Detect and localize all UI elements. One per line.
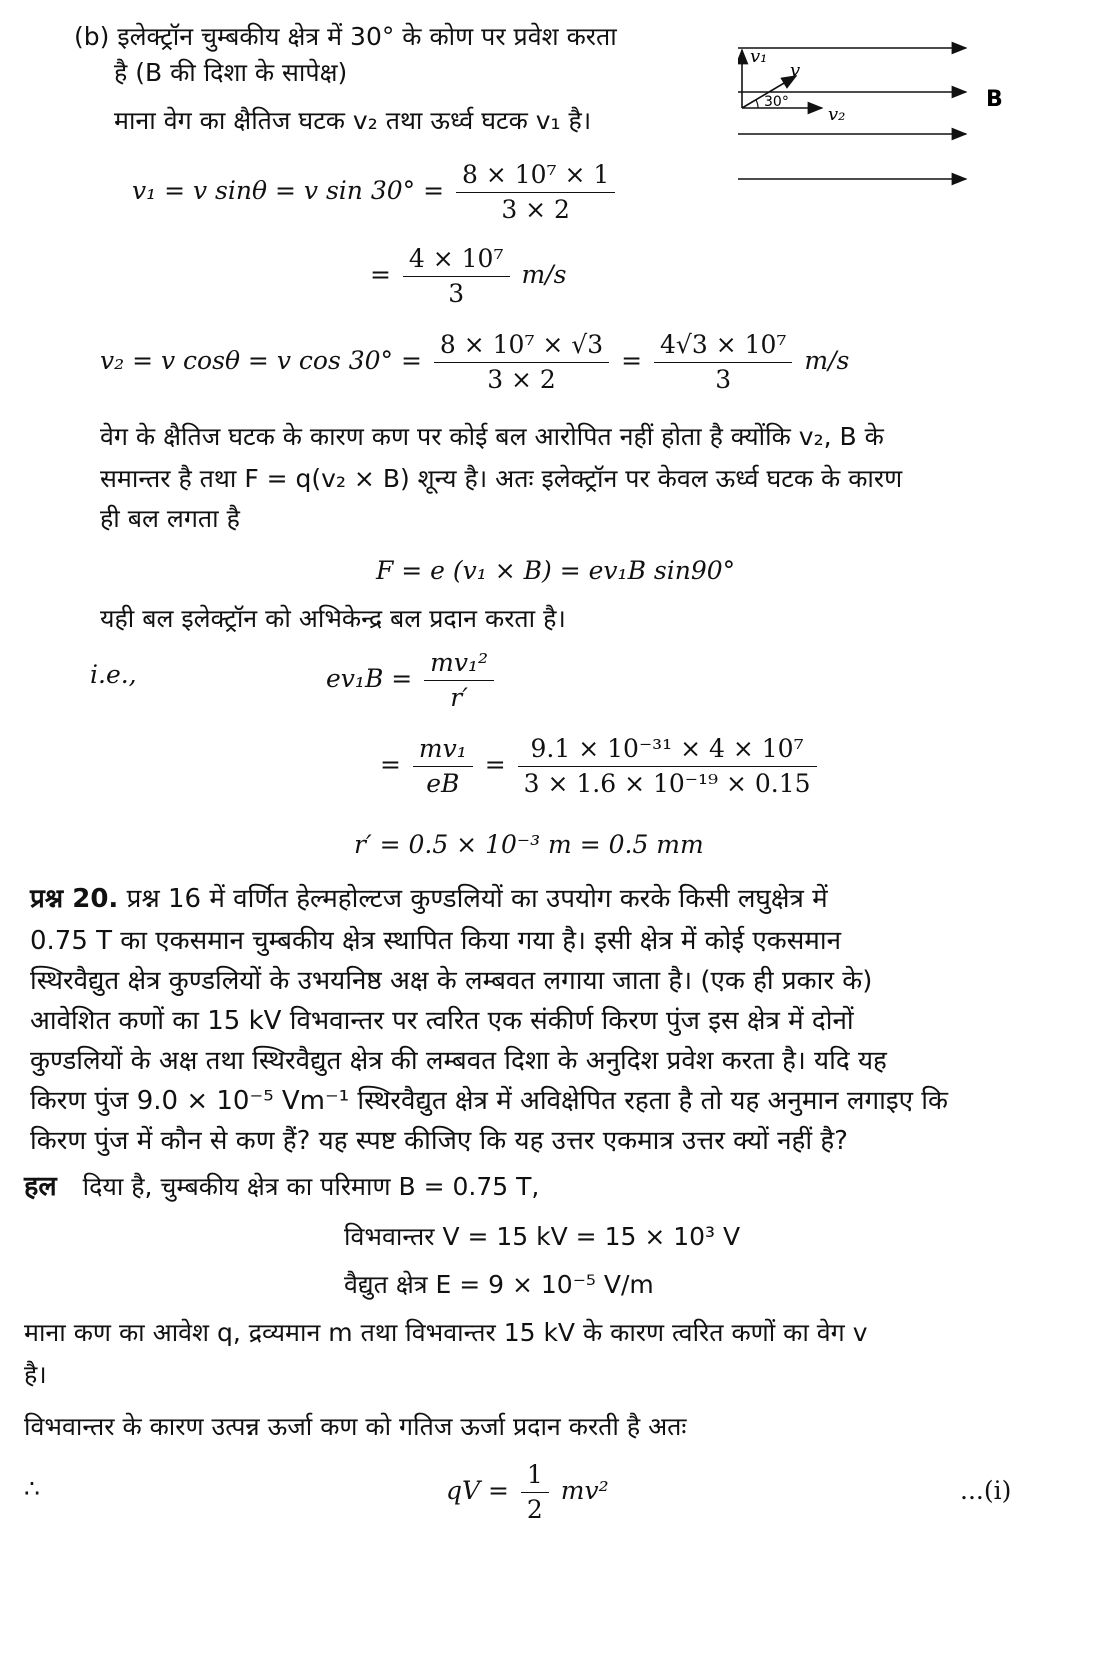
energy-eq-denominator: 2 <box>526 1495 543 1524</box>
solution-line-6: विभवान्तर के कारण उत्पन्न ऊर्जा कण को गतिज ऊर्जा प्रदान करती है अतः <box>24 1412 687 1441</box>
v2-label: v₂ <box>828 104 846 125</box>
eq5-numerator: mv₁² <box>424 648 494 681</box>
eq3-fraction-2 <box>654 330 792 395</box>
eq3-equals: = <box>621 346 643 375</box>
equation-radius <box>380 734 821 799</box>
question-20-line-4: आवेशित कणों का 15 kV विभवान्तर पर त्वरित एक संकीर्ण किरण पुंज इस क्षेत्र में दोनों <box>30 1006 854 1036</box>
eq5-fraction <box>424 648 494 713</box>
eq3-left: v₂ = v cosθ = v cos 30° = <box>100 346 422 375</box>
eq1-denominator: 3 × 2 <box>501 195 570 224</box>
eq2-equals: = <box>370 260 391 289</box>
solution-given: दिया है, चुम्बकीय क्षेत्र का परिमाण B = 0.75 T, <box>82 1172 540 1201</box>
equation-v1 <box>132 160 619 225</box>
eq6-equals: = <box>380 750 401 779</box>
eq2-unit: m/s <box>521 260 567 289</box>
part-b-line-3: माना वेग का क्षैतिज घटक v₂ तथा ऊर्ध्व घटक v₁ है। <box>114 106 592 135</box>
eq2-denominator: 3 <box>448 279 465 308</box>
eq5-left: ev₁B = <box>326 664 413 693</box>
solution-line-5: है। <box>24 1360 47 1389</box>
explanation-line-4: यही बल इलेक्ट्रॉन को अभिकेन्द्र बल प्रदान करता है। <box>100 604 566 633</box>
eq3-fraction-1 <box>434 330 609 395</box>
eq6-equals-2: = <box>484 750 506 779</box>
eq3-numerator-1: 8 × 10⁷ × √3 <box>434 330 609 363</box>
part-b-line-2: है (B की दिशा के सापेक्ष) <box>114 58 348 87</box>
eq6-denominator-1: eB <box>426 769 460 798</box>
eq6-fraction-2 <box>518 734 817 799</box>
energy-eq-numerator: 1 <box>521 1460 549 1493</box>
energy-eq-left: qV = <box>446 1476 509 1505</box>
question-20-line-3: स्थिरवैद्युत क्षेत्र कुण्डलियों के उभयनिष्ठ अक्ष के लम्बवत लगाया जाता है। (एक ही प्रकार के) <box>30 966 873 996</box>
eq1-fraction <box>456 160 615 225</box>
solution-electric-field: वैद्युत क्षेत्र E = 9 × 10⁻⁵ V/m <box>344 1270 654 1299</box>
eq5-denominator: r′ <box>450 683 468 712</box>
question-20-line-1 <box>30 884 828 914</box>
equation-force: F = e (v₁ × B) = ev₁B sin90° <box>376 556 736 585</box>
solution-potential: विभवान्तर V = 15 kV = 15 × 10³ V <box>344 1222 741 1251</box>
v-label: v <box>790 60 801 81</box>
explanation-line-1: वेग के क्षैतिज घटक के कारण कण पर कोई बल आरोपित नहीं होता है क्योंकि v₂, B के <box>100 422 884 451</box>
eq6-fraction-1 <box>413 734 473 799</box>
solution-line-4: माना कण का आवेश q, द्रव्यमान m तथा विभवान्तर 15 kV के कारण त्वरित कणों का वेग v <box>24 1318 868 1347</box>
equation-v1-result <box>370 244 566 309</box>
eq1-numerator: 8 × 10⁷ × 1 <box>456 160 615 193</box>
question-20-label: प्रश्न 20. <box>30 884 119 914</box>
equation-centripetal <box>326 648 498 713</box>
part-b-line-1: (b) इलेक्ट्रॉन चुम्बकीय क्षेत्र में 30° के कोण पर प्रवेश करता <box>74 22 617 51</box>
solution-label: हल <box>24 1171 57 1202</box>
question-20-line-6: किरण पुंज 9.0 × 10⁻⁵ Vm⁻¹ स्थिरवैद्युत क्षेत्र में अविक्षेपित रहता है तो यह अनुमान लगाइए कि <box>30 1086 948 1116</box>
question-20-text-1: प्रश्न 16 में वर्णित हेल्महोल्टज कुण्डलियों का उपयोग करके किसी लघुक्षेत्र में <box>126 884 828 914</box>
therefore-symbol: ∴ <box>24 1474 40 1503</box>
equation-v2 <box>100 330 849 395</box>
eq3-denominator-2: 3 <box>715 365 732 394</box>
explanation-line-3: ही बल लगता है <box>100 504 240 533</box>
eq6-numerator-1: mv₁ <box>413 734 473 767</box>
eq3-unit: m/s <box>804 346 850 375</box>
eq2-fraction <box>403 244 510 309</box>
angle-label: 30° <box>764 94 789 110</box>
eq6-numerator-2: 9.1 × 10⁻³¹ × 4 × 10⁷ <box>518 734 817 767</box>
v1-label: v₁ <box>750 46 768 67</box>
eq3-numerator-2: 4√3 × 10⁷ <box>654 330 792 363</box>
question-20-line-7: किरण पुंज में कौन से कण हैं? यह स्पष्ट कीजिए कि यह उत्तर एकमात्र उत्तर क्यों नहीं है? <box>30 1126 848 1156</box>
ie-label: i.e., <box>90 660 137 689</box>
eq1-left: v₁ = v sinθ = v sin 30° = <box>132 176 445 205</box>
question-20-line-2: 0.75 T का एकसमान चुम्बकीय क्षेत्र स्थापित किया गया है। इसी क्षेत्र में कोई एकसमान <box>30 926 842 956</box>
energy-equation <box>446 1460 609 1525</box>
equation-tag: ...(i) <box>960 1476 1012 1505</box>
angle-arc <box>756 100 758 108</box>
energy-eq-fraction <box>521 1460 549 1525</box>
energy-eq-right: mv² <box>560 1476 609 1505</box>
eq3-denominator-1: 3 × 2 <box>487 365 556 394</box>
solution-line-1 <box>24 1172 539 1202</box>
b-field-label: B <box>986 87 1003 112</box>
eq6-denominator-2: 3 × 1.6 × 10⁻¹⁹ × 0.15 <box>523 769 811 798</box>
explanation-line-2: समान्तर है तथा F = q(v₂ × B) शून्य है। अतः इलेक्ट्रॉन पर केवल ऊर्ध्व घटक के कारण <box>100 464 903 493</box>
magnetic-field-diagram <box>738 34 1038 204</box>
question-20-line-5: कुण्डलियों के अक्ष तथा स्थिरवैद्युत क्षेत्र की लम्बवत दिशा के अनुदिश प्रवेश करता है। यदि यह <box>30 1046 887 1076</box>
equation-radius-result: r′ = 0.5 × 10⁻³ m = 0.5 mm <box>354 830 704 859</box>
eq2-numerator: 4 × 10⁷ <box>403 244 510 277</box>
